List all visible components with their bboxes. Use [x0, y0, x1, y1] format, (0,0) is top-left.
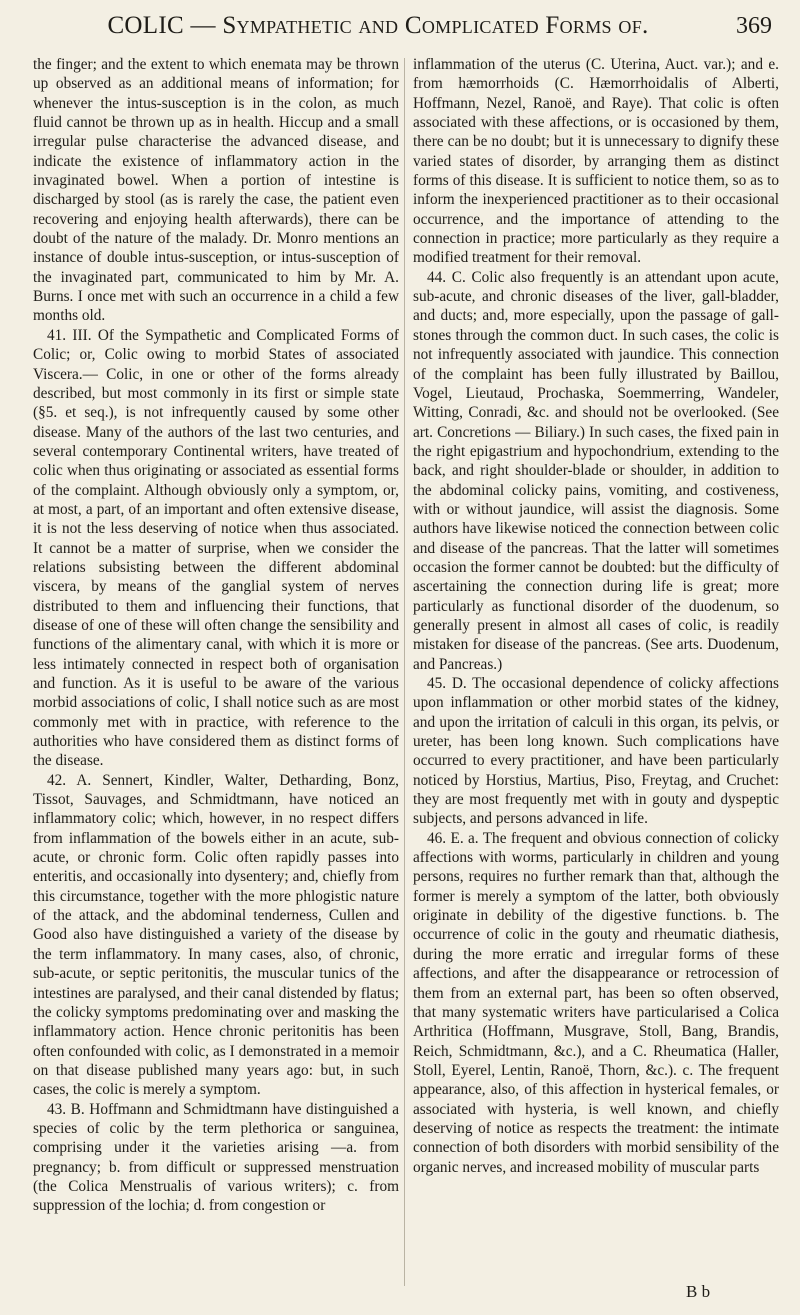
signature-mark: B b	[686, 1282, 711, 1301]
paragraph: 46. E. a. The frequent and obvious connection of colicky affections with worms, particularly in children and young persons, requires no further remark than that, although the former is merely a symptom of the latter, both obviously originate in debility of the digestive functions. b. The occurrence of colic in the gouty and rheumatic diathesis, during the more erratic and irregular forms of these affections, and after the disappearance or retrocession of them from an external part, has been so often observed, that many systematic writers have particularised a Colica Arthritica (Hoffmann, Musgrave, Stoll, Bang, Brandis, Reich, Schmidtmann, &c.), and a C. Rheumatica (Haller, Stoll, Eyerel, Lentin, Ranoë, Thorn, &c.). c. The frequent appearance, also, of this affection in hysterical females, or associated with hysteria, is well known, and chiefly deserving of notice as respects the treatment: the intimate connection of both disorders with morbid sensibility of the organic nerves, and increased mobility of muscular parts	[413, 829, 779, 1176]
left-column	[33, 55, 399, 1216]
right-column	[413, 55, 779, 1177]
paragraph: 44. C. Colic also frequently is an attendant upon acute, sub-acute, and chronic diseases of the liver, gall-bladder, and ducts; and, more especially, upon the passage of gall-stones through the common duct. In such cases, the colic is not infrequently associated with jaundice. This connection of the complaint has been fully illustrated by Baillou, Vogel, Lieutaud, Prochaska, Soemmerring, Wandeler, Witting, Conradi, &c. and should not be overlooked. (See art. Concretions — Biliary.) In such cases, the fixed pain in the right epigastrium and hypochondrium, extending to the back, and right shoulder-blade or shoulder, in addition to the abdominal colicky pains, vomiting, and costiveness, with or without jaundice, will assist the diagnosis. Some authors have likewise noticed the connection between colic and disease of the pancreas. That the latter will sometimes occasion the former cannot be doubted: but the difficulty of ascertaining the connection during life is great; more particularly as functional disorder of the duodenum, so generally present in almost all cases of colic, is readily mistaken for disease of the pancreas. (See arts. Duodenum, and Pancreas.)	[413, 268, 779, 673]
column-divider	[404, 58, 405, 1286]
paragraph: the finger; and the extent to which enemata may be thrown up observed as an additional means of information; for whenever the intus-susception is in the colon, as much fluid cannot be thrown up as in health. Hiccup and a small irregular pulse characterise the advanced disease, and indicate the existence of inflammatory action in the invaginated bowel. When a portion of intestine is discharged by stool (as is rarely the case, the patient even recovering and enjoying health afterwards), there can be doubt of the nature of the malady. Dr. Monro mentions an instance of double intus-susception, or intus-susception of the invaginated part, communicated to him by Mr. A. Burns. I once met with such an occurrence in a child a few months old.	[33, 56, 399, 325]
paragraph: 45. D. The occasional dependence of colicky affections upon inflammation or other morbid states of the kidney, and upon the irritation of calculi in this organ, its pelvis, or ureter, has been long known. Such complications have occurred to every practitioner, and have been particularly noticed by Horstius, Martius, Piso, Freytag, and Cruchet: they are most frequently met with in gouty and dyspeptic subjects, and persons advanced in life.	[413, 675, 779, 828]
paragraph: inflammation of the uterus (C. Uterina, Auct. var.); and e. from hæmorrhoids (C. Hæmorrhoidalis of Alberti, Hoffmann, Nezel, Ranoë, and Raye). That colic is often associated with these affections, or is occasioned by them, there can be no doubt; but it is unnecessary to dignify these varied states of disorder, by arranging them as distinct forms of this disease. It is sufficient to notice them, so as to inform the inexperienced practitioner as to their occasional occurrence, and the importance of attending to the connection in practice; more particularly as they require a modified treatment for their removal.	[413, 56, 779, 267]
paragraph: 43. B. Hoffmann and Schmidtmann have distinguished a species of colic by the term plethorica or sanguinea, comprising under it the varieties arising —a. from pregnancy; b. from difficult or suppressed menstruation (the Colica Menstrualis of various writers); c. from suppression of the lochia; d. from congestion or	[33, 1100, 399, 1215]
page-header	[30, 12, 772, 52]
paragraph: 41. III. Of the Sympathetic and Complicated Forms of Colic; or, Colic owing to morbid States of associated Viscera.— Colic, in one or other of the forms already described, but most commonly in its first or simple state (§5. et seq.), is not infrequently caused by some other disease. Many of the authors of the last two centuries, and several contemporary Continental writers, have treated of colic when thus originating or associated as essential forms of the complaint. Although obviously only a symptom, or, at most, a part, of an important and often extensive disease, it is not the less deserving of notice when thus associated. It cannot be a matter of surprise, when we consider the relations subsisting between the different abdominal viscera, by means of the ganglial system of nerves distributed to them and influencing their functions, that disease of one of these will often change the sensibility and functions of the alimentary canal, with which it is more or less intimately connected in respect both of organisation and function. As it is useful to be aware of the various morbid associations of colic, I shall notice such as are most commonly met with in practice, with reference to the authorities who have considered them as distinct forms of the disease.	[33, 326, 399, 770]
paragraph: 42. A. Sennert, Kindler, Walter, Detharding, Bonz, Tissot, Sauvages, and Schmidtmann, have noticed an inflammatory colic; which, however, in no respect differs from inflammation of the bowels either in an acute, sub-acute, or chronic form. Colic often rapidly passes into enteritis, and occasionally into dysentery; and, chiefly from this circumstance, together with the more phlogistic nature of the attack, and the abdominal tenderness, Cullen and Good also have distinguished a variety of the disease by the term inflammatory. In many cases, also, of chronic, sub-acute, or septic peritonitis, the muscular tunics of the intestines are paralysed, and their canal distended by flatus; the colicky symptoms predominating over and masking the inflammatory action. Hence chronic peritonitis has been often confounded with colic, as I demonstrated in a memoir on that disease published many years ago: but, in such cases, the colic is merely a symptom.	[33, 771, 399, 1099]
running-title: COLIC — Sympathetic and Complicated Forms of.	[107, 12, 649, 39]
page-number: 369	[736, 13, 772, 39]
